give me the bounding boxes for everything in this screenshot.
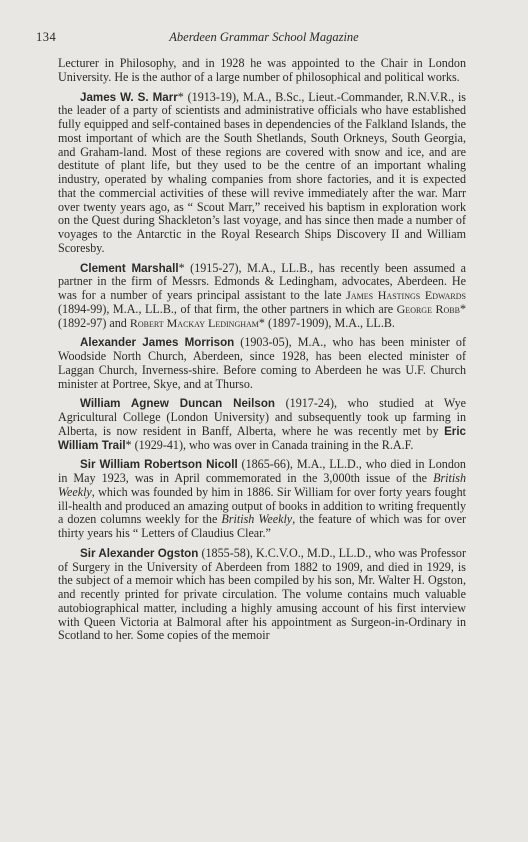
entry-name: James W. S. Marr bbox=[80, 90, 178, 104]
entry-text: (1865-66), M.A., LL.D., who died in London in May 1923, was in April commemorated in the 3,000th issue of the bbox=[58, 457, 466, 485]
entry-name: Clement Marshall bbox=[80, 261, 179, 275]
entry-text: (1903-05), M.A., who has been minister of Woodside North Church, Aberdeen, since 1928, has been elected minister of Laggan Church, Inverness-shire. Before coming to Aberdeen he was U.F. Church minister at Portree, Skye, and at Thurso. bbox=[58, 335, 466, 391]
page-body bbox=[58, 57, 466, 643]
publication-title: British Weekly bbox=[58, 471, 466, 499]
entry-name: Sir William Robertson Nicoll bbox=[80, 458, 238, 472]
entry-text: * (1897-1909), M.A., LL.B. bbox=[258, 315, 395, 330]
entry-text: , which was founded by him in 1886. Sir William for over forty years fought ill-health and produced an amazing output of books in addition to writing frequently a dozen columns weekly for the bbox=[58, 484, 466, 527]
entry-name: William Agnew Duncan Neilson bbox=[80, 397, 275, 411]
small-caps-name: George Robb bbox=[396, 301, 460, 316]
entry-name-secondary: Eric William Trail bbox=[58, 424, 466, 452]
entry-name: Alexander James Morrison bbox=[80, 336, 235, 350]
entry-morrison bbox=[58, 336, 466, 391]
page-number: 134 bbox=[36, 30, 57, 44]
entry-marshall bbox=[58, 262, 466, 331]
entry-marr bbox=[58, 91, 466, 256]
page-header bbox=[36, 30, 492, 48]
entry-nicoll bbox=[58, 458, 466, 541]
entry-text: * (1915-27), M.A., LL.B., has recently been assumed a partner in the firm of Messrs. Edmonds & Ledingham, advocates, Aberdeen. He was for a number of years principal assistant to the late bbox=[58, 260, 466, 302]
small-caps-name: James Hastings Edwards bbox=[346, 288, 466, 302]
entry-text: (1917-24), who studied at Wye Agricultural College (London University) and subsequently took up farming in Alberta, is now resident in Banff, Alberta, where he was recently met by bbox=[58, 396, 466, 438]
small-caps-name: Robert Mackay Ledingham bbox=[129, 315, 259, 330]
publication-title: British Weekly bbox=[221, 512, 293, 527]
paragraph-continuation: Lecturer in Philosophy, and in 1928 he was appointed to the Chair in London University. He is the author of a large number of philosophical and political works. bbox=[58, 56, 466, 84]
entry-text: (1855-58), K.C.V.O., M.D., LL.D., who was Professor of Surgery in the University of Aberdeen from 1882 to 1909, and died in 1929, is the subject of a memoir which has been compiled by his son, Mr. Walter H. Ogston, and recently printed for private circulation. The volume contains much valuable autobiographical matter, including a highly amusing account of his first interview with Queen Victoria at Balmoral after his appointment as Surgeon-in-Ordinary in Scotland to her. Some copies of the memoir bbox=[58, 545, 466, 643]
running-title: Aberdeen Grammar School Magazine bbox=[169, 30, 359, 44]
entry-text: , the feature of which was for over thirty years his “ Letters of Claudius Clear.” bbox=[58, 512, 467, 540]
entry-text: * (1929-41), who was over in Canada training in the R.A.F. bbox=[125, 437, 414, 452]
entry-text: * (1892-97) and bbox=[58, 301, 466, 330]
entry-neilson bbox=[58, 397, 466, 452]
entry-name: Sir Alexander Ogston bbox=[80, 546, 199, 560]
entry-ogston bbox=[58, 547, 466, 643]
entry-text: (1894-99), M.A., LL.B., of that firm, the other partners in which are bbox=[58, 301, 397, 316]
entry-text: * (1913-19), M.A., B.Sc., Lieut.-Commander, R.N.V.R., is the leader of a party of scientists and administrative officials who have established fully equipped and self-contained bases in dependencies of the Falkland Islands, the most important of which are the South Shetlands, South Orkneys, South Georgia, and Graham-land. Most of these regions are covered with snow and ice, and are destitute of plant life, but they used to be the centre of an important whaling industry, operated by whaling companies from shore factories, and it is expected that the commercial activities of these will revive immediately after the war. Marr over twenty years ago, as “ Scout Marr,” received his baptism in exploration work on the Quest during Shackleton’s last voyage, and has since then made a number of voyages to the Antarctic in the Royal Research Ships Discovery II and William Scoresby. bbox=[58, 89, 467, 255]
